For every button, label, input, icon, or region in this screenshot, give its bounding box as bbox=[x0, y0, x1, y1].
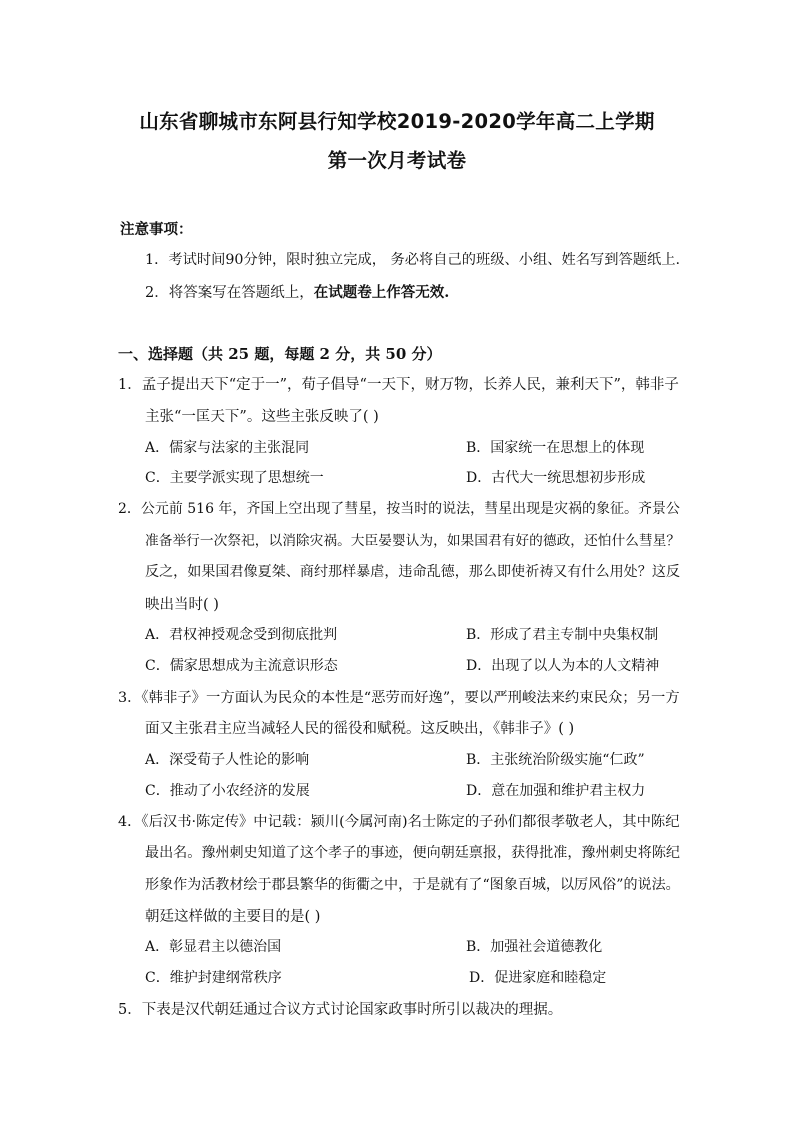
question-4-option-c: C．维护封建纲常秩序 bbox=[145, 970, 282, 986]
question-4-option-d: D．促进家庭和睦稳定 bbox=[469, 970, 607, 986]
question-2-line-4: 映出当时( ) bbox=[145, 597, 219, 613]
question-2-line-3: 反之，如果国君像夏桀、商纣那样暴虐，违命乱德，那么即使祈祷又有什么用处？这反 bbox=[145, 564, 680, 580]
question-2-option-a: A．君权神授观念受到彻底批判 bbox=[145, 627, 338, 643]
question-2-option-b: B．形成了君主专制中央集权制 bbox=[466, 627, 659, 643]
question-2-line-2: 准备举行一次祭祀，以消除灾祸。大臣晏婴认为，如果国君有好的德政，还怕什么彗星？ bbox=[145, 533, 681, 549]
notice-item-2-emphasis: 在试题卷上作答无效. bbox=[313, 284, 450, 301]
title-line-2: 第一次月考试卷 bbox=[327, 149, 467, 172]
notice-item-2-text: 2．将答案写在答题纸上， bbox=[145, 285, 314, 301]
question-3-option-d: D．意在加强和维护君主权力 bbox=[466, 783, 646, 799]
question-4-line-3: 形象作为活教材绘于郡县繁华的街衢之中，于是就有了“图象百城，以厉风俗”的说法。 bbox=[145, 877, 680, 893]
notice-item-1: 1．考试时间90分钟，限时独立完成， 务必将自己的班级、小组、姓名写到答题纸上. bbox=[145, 252, 681, 268]
question-1-option-b: B．国家统一在思想上的体现 bbox=[466, 440, 645, 456]
question-2-option-c: C．儒家思想成为主流意识形态 bbox=[145, 658, 338, 674]
question-3-option-b: B．主张统治阶级实施“仁政” bbox=[466, 752, 645, 768]
question-3-line-1: 3．《韩非子》一方面认为民众的本性是“恶劳而好逸”，要以严刑峻法来约束民众；另一方 bbox=[118, 690, 680, 706]
question-2-option-d: D．出现了以人为本的人文精神 bbox=[466, 658, 660, 674]
question-4-line-2: 最出名。豫州刺史知道了这个孝子的事迹，便向朝廷禀报，获得批准，豫州刺史将陈纪 bbox=[145, 845, 680, 861]
title-line-1: 山东省聊城市东阿县行知学校2019-2020学年高二上学期 bbox=[139, 110, 655, 133]
question-1-option-d: D．古代大一统思想初步形成 bbox=[466, 470, 646, 486]
question-1-line-2: 主张“一匡天下”。这些主张反映了( ) bbox=[145, 409, 379, 425]
question-1-line-1: 1．孟子提出天下“定于一”，荀子倡导“一天下，财万物，长养人民，兼利天下”，韩非子 bbox=[118, 377, 679, 393]
question-3-line-2: 面又主张君主应当减轻人民的徭役和赋税。这反映出，《韩非子》( ) bbox=[145, 721, 575, 737]
question-4-option-b: B．加强社会道德教化 bbox=[466, 939, 603, 955]
question-4-option-a: A．彰显君主以德治国 bbox=[145, 939, 282, 955]
notice-heading: 注意事项： bbox=[120, 221, 193, 238]
question-4-line-4: 朝廷这样做的主要目的是( ) bbox=[145, 909, 321, 925]
question-1-option-c: C．主要学派实现了思想统一 bbox=[145, 470, 324, 486]
question-3-option-c: C．推动了小农经济的发展 bbox=[145, 783, 310, 799]
notice-item-2 bbox=[145, 281, 449, 302]
question-4-line-1: 4．《后汉书·陈定传》中记载：颍川(今属河南)名士陈定的子孙们都很孝敬老人，其中陈纪 bbox=[118, 814, 680, 830]
question-2-line-1: 2．公元前 516 年，齐国上空出现了彗星，按当时的说法，彗星出现是灾祸的象征。齐景公 bbox=[118, 501, 680, 517]
section-heading: 一、选择题（共 25 题，每题 2 分，共 50 分） bbox=[118, 345, 442, 363]
question-1-option-a: A．儒家与法家的主张混同 bbox=[145, 440, 310, 456]
question-5-line-1: 5．下表是汉代朝廷通过合议方式讨论国家政事时所引以裁决的理据。 bbox=[118, 1002, 563, 1018]
question-3-option-a: A．深受荀子人性论的影响 bbox=[145, 752, 310, 768]
